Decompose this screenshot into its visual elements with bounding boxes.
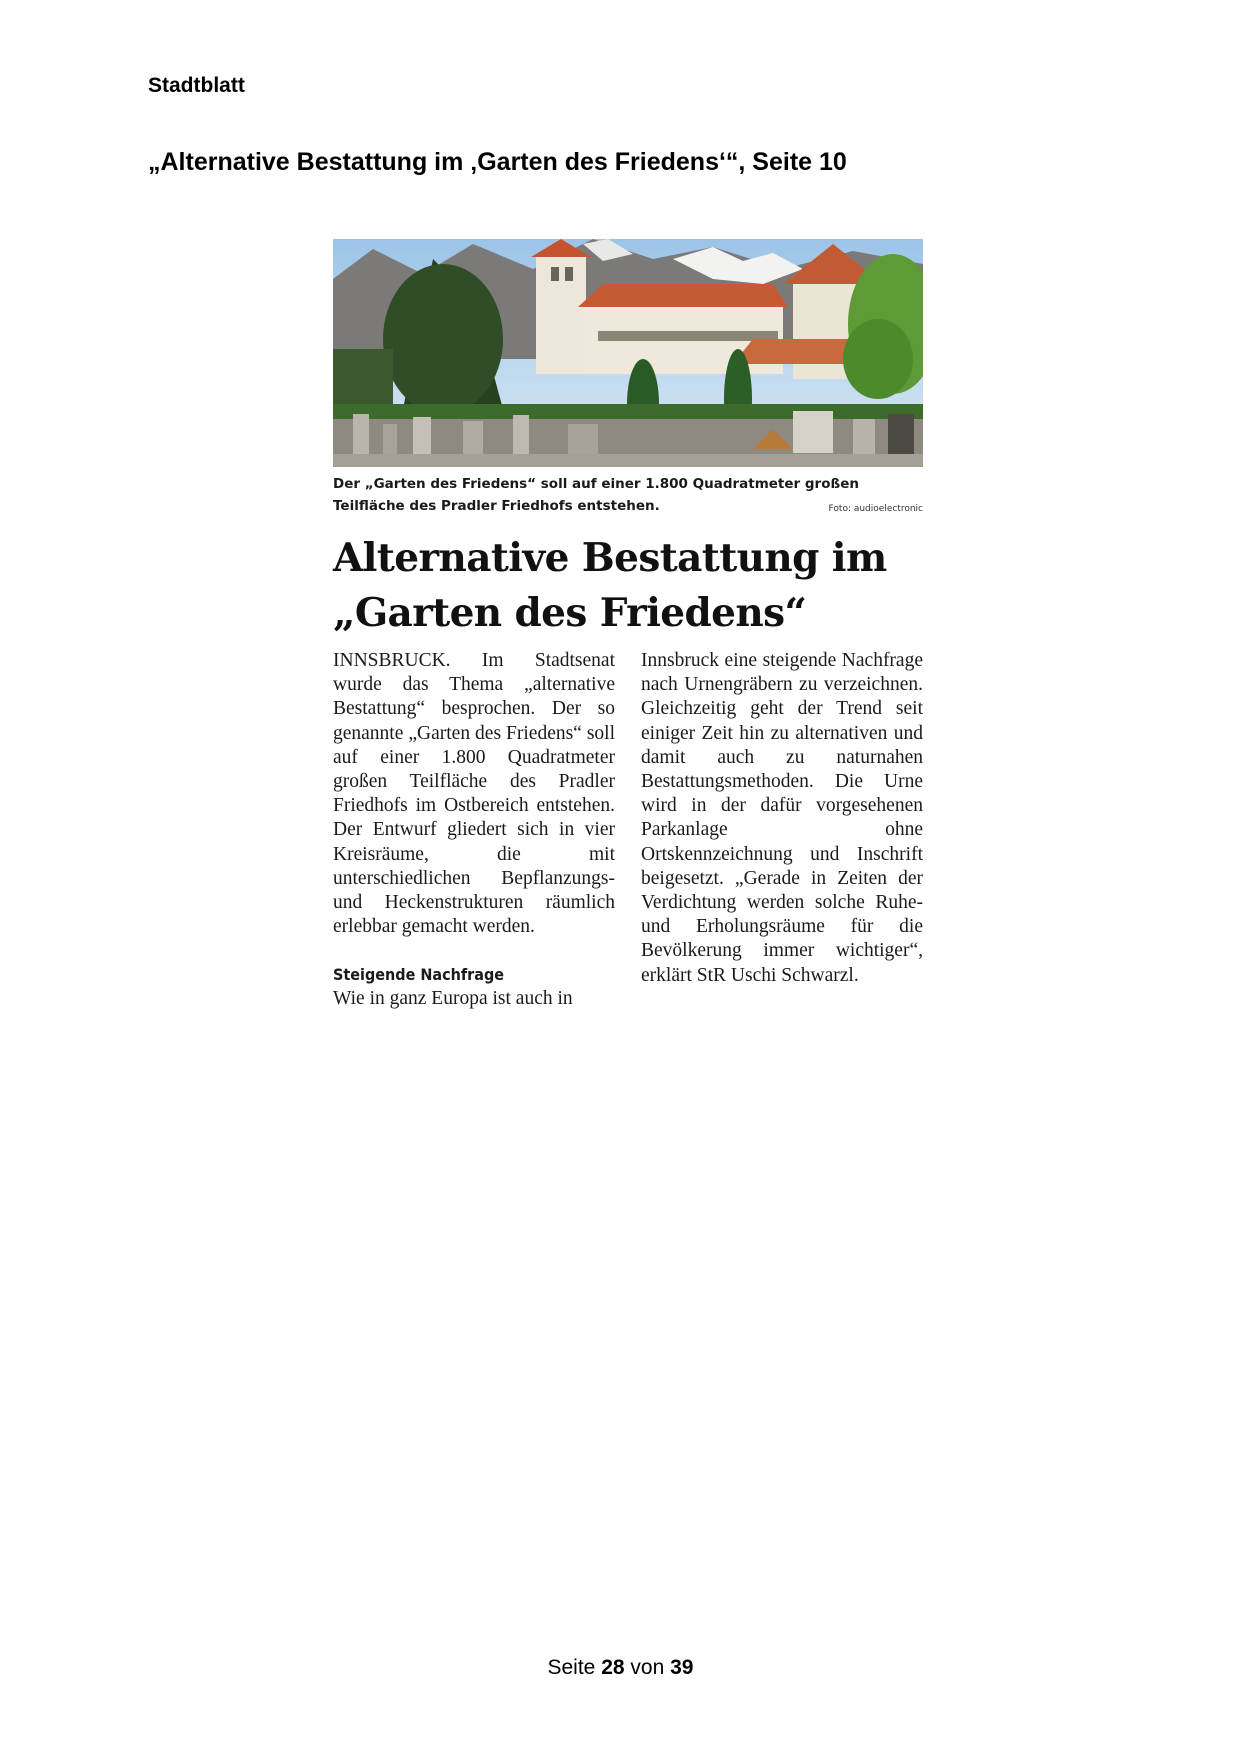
article-paragraph-continued: Wie in ganz Europa ist auch in	[333, 988, 573, 1010]
page-label: Seite	[547, 1656, 596, 1679]
cemetery-church-photo	[333, 239, 923, 467]
photo-credit: Foto: audioelectronic	[828, 504, 923, 514]
article-paragraph-intro: INNSBRUCK. Im Stadtsenat wurde das Thema „alternative Bestattung“ besprochen. Der so genannte „Garten des Friedens“ soll auf einer 1.800 Quadratmeter großen Teilfläche des Pradler Friedhofs im Ostbereich entstehen. Der Entwurf gliedert sich in vier Kreisräume, die mit unterschiedlichen Bepflanzungs- und Heckenstrukturen räumlich erlebbar gemacht werden.	[333, 650, 615, 938]
page-number	[0, 1656, 1241, 1680]
article-column-right	[641, 649, 923, 1012]
page-of-label: von	[630, 1656, 665, 1679]
article-subheading: Steigende Nachfrage	[333, 965, 505, 985]
article-column-left	[333, 649, 615, 1012]
page-current: 28	[601, 1656, 625, 1679]
newspaper-clipping	[333, 239, 923, 1012]
photo-caption-text: Der „Garten des Friedens“ soll auf einer 1.800 Quadratmeter großen Teilfläche des Pradler Friedhofs entstehen.	[333, 476, 859, 514]
page-total: 39	[670, 1656, 694, 1679]
article-body	[333, 649, 923, 1012]
article-headline: Alternative Bestattung im „Garten des Friedens“	[333, 535, 887, 636]
article-paragraph-right: Innsbruck eine steigende Nachfrage nach Urnengräbern zu verzeichnen. Gleichzeitig geht der Trend seit einiger Zeit hin zu alternativen und damit auch zu naturnahen Bestattungsmethoden. Die Urne wird in der dafür vorgesehenen Parkanlage ohne Ortskennzeichnung und Inschrift beigesetzt. „Gerade in Zeiten der Verdichtung werden solche Ruhe- und Erholungsräume für die Bevölkerung immer wichtiger“, erklärt StR Uschi Schwarzl.	[641, 650, 923, 986]
photo-caption	[333, 473, 923, 517]
publication-name: Stadtblatt	[148, 74, 245, 97]
article-reference-title: „Alternative Bestattung im ‚Garten des Friedens‘“, Seite 10	[148, 148, 847, 176]
